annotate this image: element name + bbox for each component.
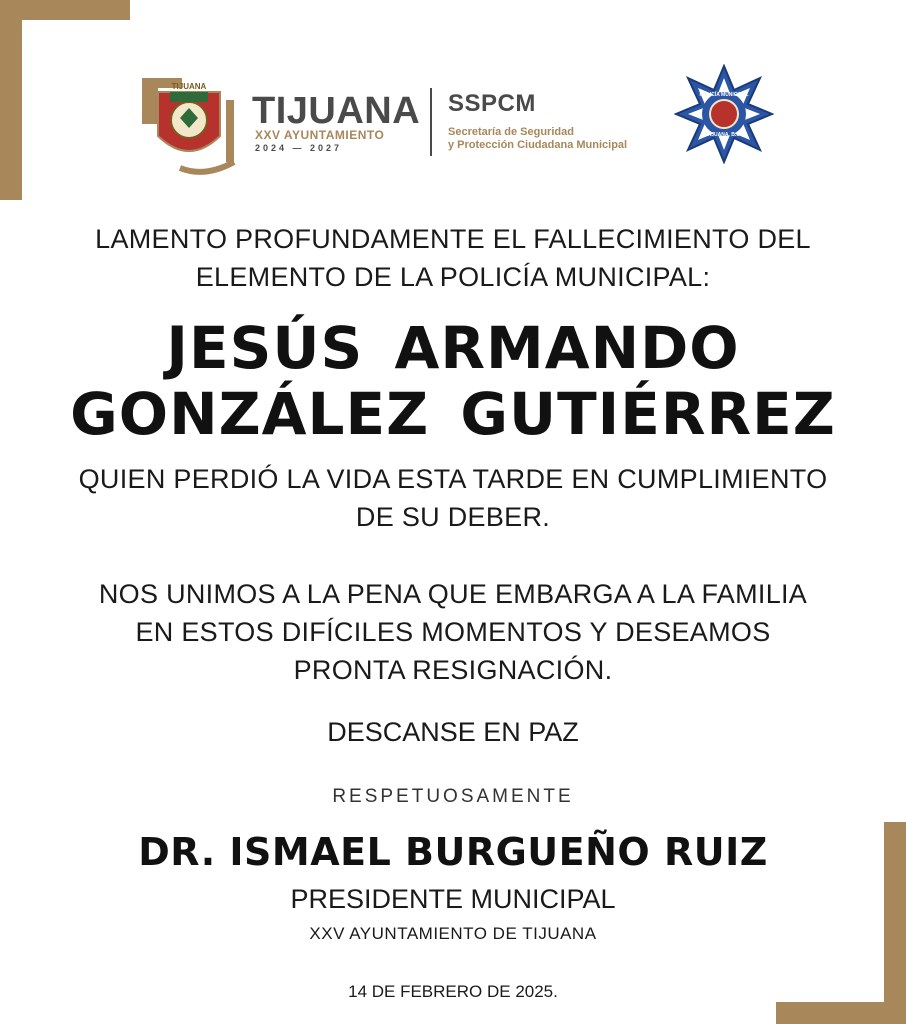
condolence-message-line-2: EN ESTOS DIFÍCILES MOMENTOS Y DESEAMOS: [135, 617, 771, 647]
police-star-badge-logo: [674, 64, 774, 164]
municipality-name: TIJUANA: [252, 90, 421, 132]
condolence-intro: [0, 220, 906, 296]
condolence-intro-line-2: ELEMENTO DE LA POLICÍA MUNICIPAL:: [195, 262, 711, 292]
tijuana-coat-of-arms-logo: [140, 70, 245, 180]
signatory-title: PRESIDENTE MUNICIPAL: [290, 884, 616, 914]
closing-salutation: RESPETUOSAMENTE: [332, 786, 574, 807]
condolence-message-line-1: NOS UNIMOS A LA PENA QUE EMBARGA A LA FAMILIA: [98, 579, 808, 609]
badge-lettering-bottom: TIJUANA, B.C.: [706, 132, 742, 138]
badge-lettering-top: POLICÍA MUNICIPAL: [699, 92, 749, 98]
signatory-institution: XXV AYUNTAMIENTO DE TIJUANA: [309, 924, 597, 943]
header-logos: [0, 60, 906, 180]
condolence-intro-line-1: LAMENTO PROFUNDAMENTE EL FALLECIMIENTO DEL: [95, 224, 811, 254]
sspcm-name-line-2: y Protección Ciudadana Municipal: [448, 139, 628, 151]
sspcm-acronym: SSPCM: [448, 90, 536, 117]
shield-lettering: TIJUANA: [171, 82, 207, 91]
condolence-message: [0, 575, 906, 689]
period-label: 2024 — 2027: [255, 143, 343, 153]
circumstance-line-1: QUIEN PERDIÓ LA VIDA ESTA TARDE EN CUMPLIMIENTO: [78, 464, 828, 494]
condolence-message-line-3: PRONTA RESIGNACIÓN.: [293, 655, 613, 685]
deceased-name-line-1: JESÚS ARMANDO: [166, 314, 740, 382]
deceased-name-line-2: GONZÁLEZ GUTIÉRREZ: [70, 380, 836, 448]
signatory-name: DR. ISMAEL BURGUEÑO RUIZ: [138, 830, 768, 874]
sspcm-name-line-1: Secretaría de Seguridad: [448, 126, 574, 138]
ayuntamiento-label: XXV AYUNTAMIENTO: [255, 128, 385, 142]
circumstance-line-2: DE SU DEBER.: [355, 502, 551, 532]
sspcm-full-name: [448, 126, 658, 152]
header-divider: [430, 88, 432, 156]
rest-in-peace-text: DESCANSE EN PAZ: [327, 717, 579, 747]
circumstance-text: [0, 460, 906, 536]
document-date: 14 DE FEBRERO DE 2025.: [348, 982, 558, 1001]
deceased-name: [0, 315, 906, 447]
